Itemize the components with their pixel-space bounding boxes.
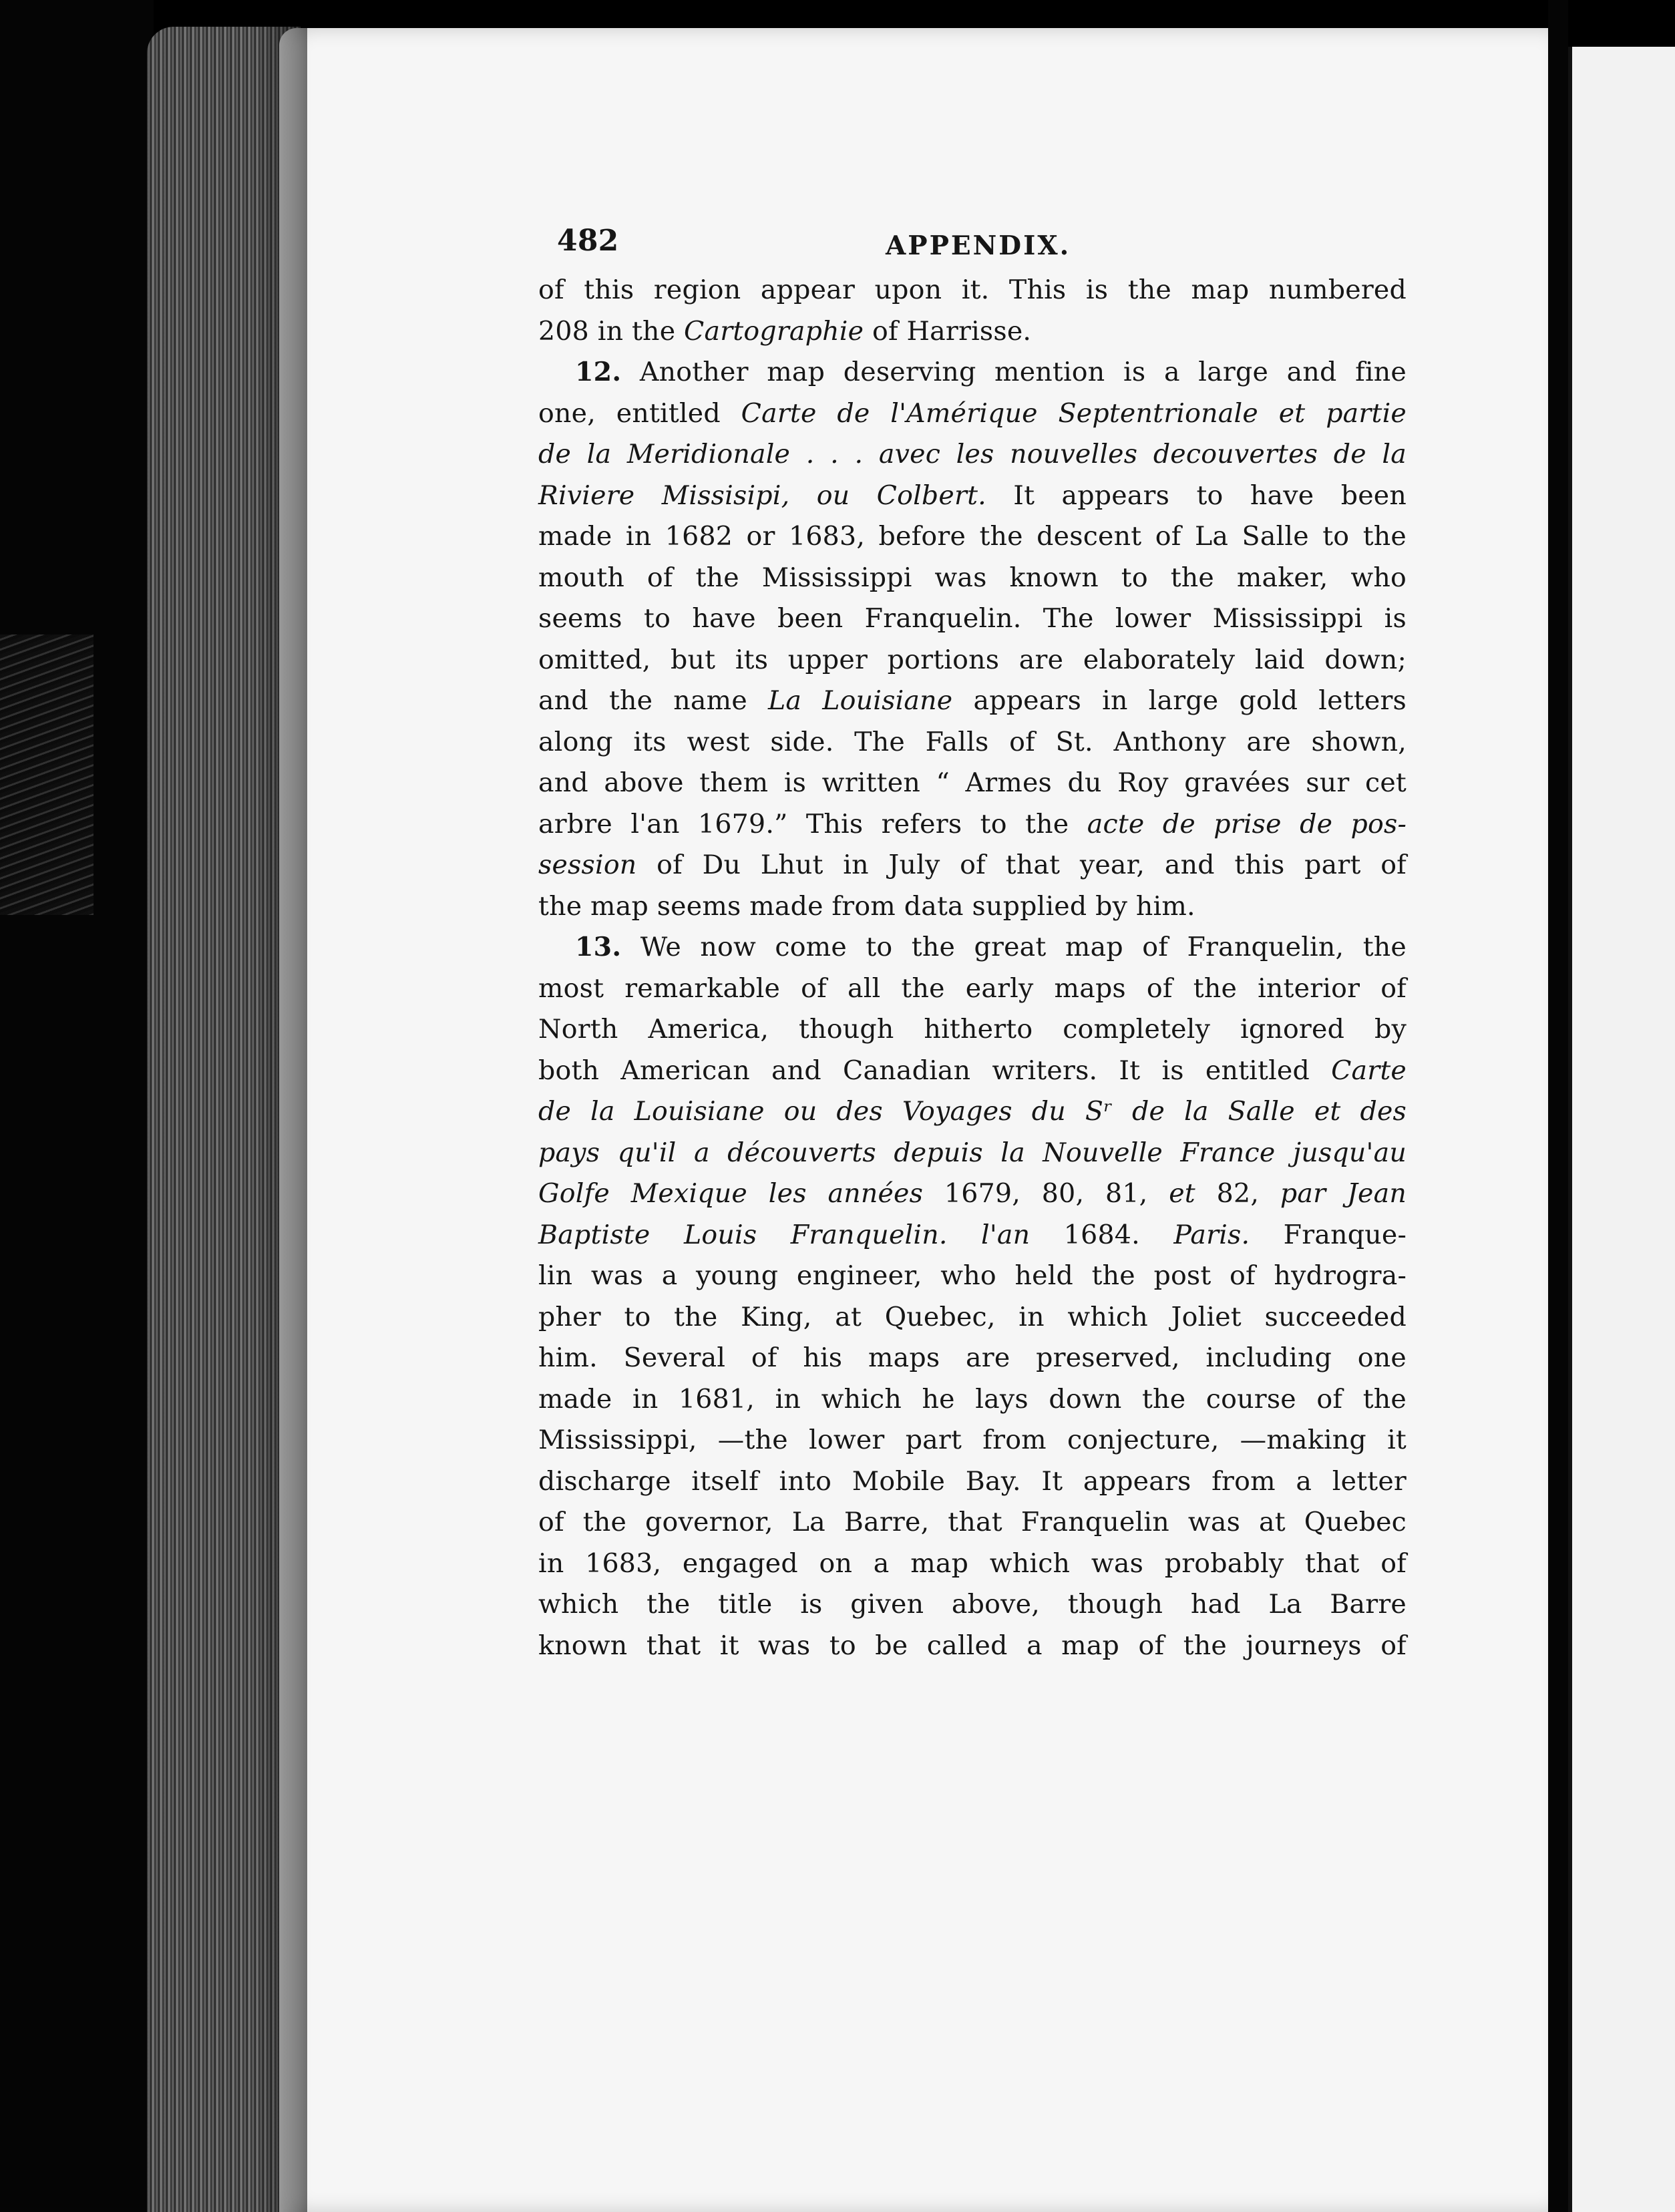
italic-text: de la Meridionale . . . avec les nouvelles decouvertes de la: [538, 439, 1407, 470]
text-line: [538, 1133, 1407, 1174]
text-line: [538, 558, 1407, 599]
text-line: [538, 1502, 1407, 1543]
italic-text: session: [538, 850, 637, 880]
italic-text: acte de prise de pos-: [1087, 808, 1407, 840]
text-segment: the map seems made from data supplied by him.: [538, 890, 1195, 922]
text-line: [538, 393, 1407, 435]
text-line: [538, 598, 1407, 640]
text-line: [538, 1256, 1407, 1297]
text-line: [538, 763, 1407, 804]
italic-text: Baptiste Louis Franquelin. l'an: [538, 1219, 1031, 1250]
italic-text: Paris.: [1173, 1219, 1250, 1250]
text-segment: of this region appear upon it. This is the map numbered: [538, 274, 1407, 305]
text-segment: along its west side. The Falls of St. Anthony are shown,: [538, 726, 1407, 757]
text-line: [538, 804, 1407, 846]
italic-text: La Louisiane: [767, 685, 953, 716]
text-line: [538, 1215, 1407, 1256]
text-segment: seems to have been Franquelin. The lower Mississippi is: [538, 603, 1407, 634]
italic-text: Golfe Mexique les années: [538, 1178, 924, 1209]
italic-text: par Jean: [1280, 1178, 1407, 1209]
page-gap: [1548, 0, 1568, 2212]
italic-text: de la Louisiane ou des Voyages du Sʳ de la Salle et des: [538, 1096, 1407, 1127]
text-line: [538, 476, 1407, 517]
text-line: [538, 1543, 1407, 1585]
text-segment: of the governor, La Barre, that Franquelin was at Quebec: [538, 1507, 1407, 1537]
paragraph-number: 12.: [575, 357, 622, 387]
page-text-block: [538, 220, 1407, 1666]
text-line: [538, 352, 1407, 393]
text-line: [538, 722, 1407, 763]
text-line: [538, 927, 1407, 968]
background-left: [0, 0, 154, 2212]
text-line: [538, 886, 1407, 928]
text-line: [538, 1009, 1407, 1051]
text-segment: which the title is given above, though had La Barre: [538, 1589, 1407, 1620]
text-segment: and the name: [538, 685, 768, 716]
text-segment: Franque-: [1250, 1219, 1407, 1250]
text-segment: arbre l'an 1679.” This refers to the: [538, 808, 1087, 840]
text-line: [538, 516, 1407, 558]
text-line: [538, 1051, 1407, 1092]
running-title: APPENDIX.: [886, 230, 1071, 261]
text-segment: discharge itself into Mobile Bay. It appears from a letter: [538, 1465, 1407, 1497]
text-line: [538, 434, 1407, 476]
text-segment: North America, though hitherto completely ignored by: [538, 1014, 1407, 1045]
text-segment: lin was a young engineer, who held the post of hydrogra-: [538, 1260, 1407, 1291]
text-line: [538, 311, 1407, 353]
text-line: [538, 1584, 1407, 1626]
text-segment: It appears to have been: [986, 480, 1407, 511]
text-segment: in 1683, engaged on a map which was probably that of: [538, 1547, 1407, 1579]
text-segment: one, entitled: [538, 397, 741, 429]
text-segment: omitted, but its upper portions are elaborately laid down;: [538, 644, 1407, 675]
page-gutter-shadow: [254, 27, 307, 2212]
text-line: [538, 968, 1407, 1010]
text-line: [538, 1626, 1407, 1667]
italic-text: Cartographie: [684, 315, 864, 347]
text-segment: him. Several of his maps are preserved, including one: [538, 1342, 1407, 1373]
text-line: [538, 1173, 1407, 1215]
text-segment: and above them is written “ Armes du Roy gravées sur cet: [538, 767, 1407, 798]
text-line: [538, 640, 1407, 681]
italic-text: Riviere Missisipi, ou Colbert.: [538, 480, 986, 511]
text-segment: mouth of the Mississippi was known to the maker, who: [538, 562, 1407, 593]
text-segment: 208 in the: [538, 315, 685, 347]
text-segment: 82,: [1195, 1178, 1280, 1209]
text-segment: We now come to the great map of Franquelin, the: [621, 932, 1407, 962]
text-line: [538, 1297, 1407, 1338]
paragraph-number: 13.: [575, 932, 622, 962]
text-segment: of Du Lhut in July of that year, and this part of: [636, 850, 1407, 880]
text-line: [538, 270, 1407, 311]
text-segment: 1679, 80, 81,: [923, 1178, 1169, 1209]
text-line: [538, 681, 1407, 722]
text-segment: pher to the King, at Quebec, in which Joliet succeeded: [538, 1301, 1407, 1332]
italic-text: et: [1169, 1178, 1195, 1209]
facing-page-edge: [1568, 47, 1675, 2212]
page-number: 482: [557, 224, 619, 258]
text-segment: both American and Canadian writers. It is entitled: [538, 1055, 1332, 1086]
text-segment: Another map deserving mention is a large and fine: [621, 357, 1407, 387]
text-segment: most remarkable of all the early maps of the interior of: [538, 972, 1407, 1004]
italic-text: Carte: [1331, 1055, 1407, 1086]
italic-text: pays qu'il a découverts depuis la Nouvelle France jusqu'au: [538, 1137, 1407, 1168]
text-segment: made in 1681, in which he lays down the course of the: [538, 1383, 1407, 1415]
italic-text: Carte de l'Amérique Septentrionale et partie: [741, 397, 1407, 429]
text-segment: made in 1682 or 1683, before the descent of La Salle to the: [538, 521, 1407, 552]
text-line: [538, 1338, 1407, 1379]
text-segment: appears in large gold letters: [952, 685, 1407, 716]
body-text: [538, 270, 1407, 1666]
text-line: [538, 1379, 1407, 1421]
text-segment: of Harrisse.: [864, 315, 1032, 347]
text-segment: Mississippi, —the lower part from conjecture, —making it: [538, 1425, 1407, 1455]
text-line: [538, 1461, 1407, 1503]
text-segment: known that it was to be called a map of the journeys of: [538, 1630, 1407, 1661]
running-head: [538, 220, 1407, 270]
binding-cloth: [0, 634, 94, 915]
text-line: [538, 1420, 1407, 1461]
text-segment: 1684.: [1030, 1219, 1174, 1250]
text-line: [538, 1091, 1407, 1133]
text-line: [538, 845, 1407, 886]
